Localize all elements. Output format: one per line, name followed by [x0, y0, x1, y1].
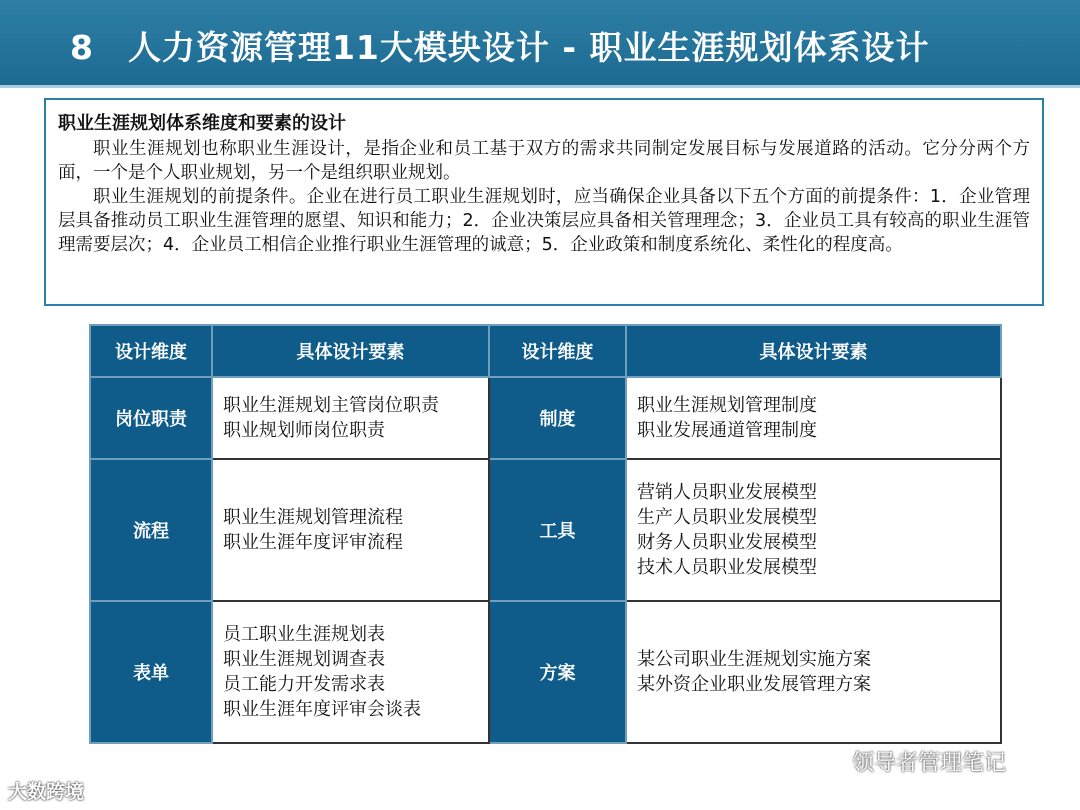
element-item: 技术人员职业发展模型 — [637, 557, 817, 578]
header-dimension: 设计维度 — [489, 325, 626, 377]
wechat-icon — [818, 749, 848, 779]
elements-cell — [212, 377, 489, 459]
header-elements: 具体设计要素 — [212, 325, 489, 377]
dimension-cell: 表单 — [90, 601, 212, 743]
element-item: 职业生涯年度评审会谈表 — [223, 699, 421, 720]
element-item: 职业生涯规划管理制度 — [637, 395, 817, 416]
header-elements: 具体设计要素 — [626, 325, 1001, 377]
elements-cell — [212, 459, 489, 601]
element-item: 员工职业生涯规划表 — [223, 624, 385, 645]
watermark-left — [8, 777, 84, 804]
table-row — [90, 601, 1001, 743]
table-header-row — [90, 325, 1001, 377]
element-item: 职业发展通道管理制度 — [637, 420, 817, 441]
table-row — [90, 459, 1001, 601]
element-item: 财务人员职业发展模型 — [637, 532, 817, 553]
slide-title: 8 人力资源管理11大模块设计 - 职业生涯规划体系设计 — [70, 28, 930, 67]
dimension-cell: 岗位职责 — [90, 377, 212, 459]
element-item: 职业生涯规划主管岗位职责 — [223, 395, 439, 416]
elements-cell — [212, 601, 489, 743]
watermark-right — [818, 746, 1006, 779]
intro-textbox — [44, 98, 1044, 306]
dimension-cell: 工具 — [489, 459, 626, 601]
element-item: 职业生涯规划管理流程 — [223, 507, 403, 528]
element-item: 职业规划师岗位职责 — [223, 420, 385, 441]
intro-paragraph: 职业生涯规划也称职业生涯设计，是指企业和员工基于双方的需求共同制定发展目标与发展道路的活动。它分分两个方面，一个是个人职业规划，另一个是组织职业规划。 — [58, 139, 1030, 183]
element-item: 职业生涯年度评审流程 — [223, 532, 403, 553]
dimension-cell: 流程 — [90, 459, 212, 601]
intro-title: 职业生涯规划体系维度和要素的设计 — [58, 113, 346, 134]
element-item: 生产人员职业发展模型 — [637, 507, 817, 528]
elements-cell — [626, 459, 1001, 601]
element-item: 员工能力开发需求表 — [223, 674, 385, 695]
intro-paragraph: 职业生涯规划的前提条件。企业在进行员工职业生涯规划时，应当确保企业具备以下五个方面的前提条件：1．企业管理层具备推动员工职业生涯管理的愿望、知识和能力；2．企业决策层应具备相关管理理念；3．企业员工具有较高的职业生涯管理需要层次；4．企业员工相信企业推行职业生涯管理的诚意；5．企业政策和制度系统化、柔性化的程度高。 — [58, 187, 1030, 255]
dimension-cell: 方案 — [489, 601, 626, 743]
element-item: 职业生涯规划调查表 — [223, 649, 385, 670]
element-item: 某外资企业职业发展管理方案 — [637, 674, 871, 695]
table-row — [90, 377, 1001, 459]
header-dimension: 设计维度 — [90, 325, 212, 377]
dimension-cell: 制度 — [489, 377, 626, 459]
elements-cell — [626, 377, 1001, 459]
slide-header — [0, 0, 1080, 88]
watermark-right-text: 领导者管理笔记 — [852, 751, 1007, 776]
elements-cell — [626, 601, 1001, 743]
watermark-left-text: 大数跨境 — [8, 781, 85, 803]
element-item: 某公司职业生涯规划实施方案 — [637, 649, 871, 670]
element-item: 营销人员职业发展模型 — [637, 482, 817, 503]
design-table — [89, 324, 1002, 744]
